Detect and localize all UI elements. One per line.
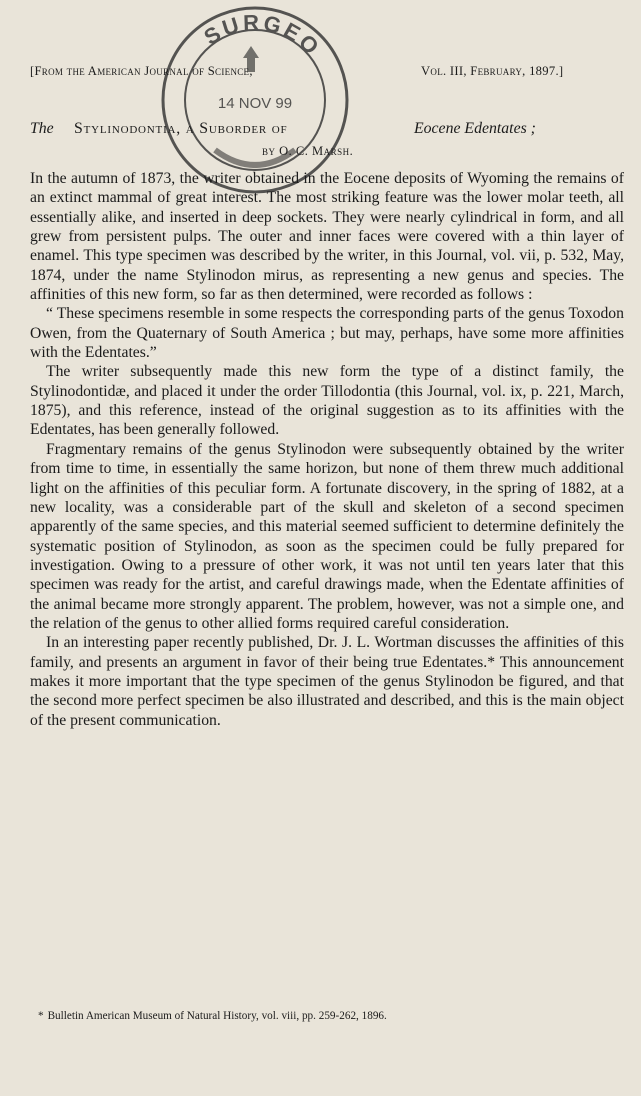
paragraph-4: Fragmentary remains of the genus Stylinodon were subsequently obtained by the writer from time to time, in essentially the same horizon, but none of them threw much additional light on the affinities of this peculiar form. A fortunate discovery, in the spring of 1882, at a new locality, was a considerable part of the skull and skeleton of a second specimen apparently of the same species, and this material seemed sufficient to determine definitely the systematic position of Stylinodon, as soon as the specimen could be fully prepared for investigation. Owing to a pressure of other work, it was not until ten years later that this specimen was ready for the artist, and careful drawings made, when the Edentate affinities of the animal became more strongly apparent. The problem, however, was not a simple one, and the relation of the genus to other allied forms required careful consideration. <box>30 440 624 632</box>
author-byline: by O. C. Marsh. <box>262 144 354 158</box>
paragraph-quote: “ These specimens resemble in some respects the corresponding parts of the genus Toxodon Owen, from the Quaternary of South America ; but may, perhaps, have some more affinities with the Edentates.” <box>30 305 624 362</box>
title-part-2: Stylinodontia, a Suborder of <box>74 120 288 137</box>
footnote-mark: * <box>38 1010 44 1022</box>
paragraph-5: In an interesting paper recently published, Dr. J. L. Wortman discusses the affinities of this family, and presents an argument in favor of their being true Edentates.* This announcement makes it more important that the type specimen of the genus Stylinodon be figured, and that the second more perfect specimen be also illustrated and described, and this is the main object of the present communication. <box>30 634 624 729</box>
paragraph-3: The writer subsequently made this new form the type of a distinct family, the Stylinodontidæ, and placed it under the order Tillodontia (this Journal, vol. ix, p. 221, March, 1875), and this reference, instead of the original suggestion as to its affinities with the Edentates, has been generally followed. <box>30 363 624 439</box>
footnote <box>38 1010 628 1022</box>
header-volume: Vol. III, February, 1897.] <box>421 64 564 78</box>
stamp-date: 14 NOV 99 <box>217 95 293 112</box>
svg-text:SURGEO: SURGEO <box>199 9 326 62</box>
title-part-1: The <box>30 120 54 137</box>
article-body <box>30 169 624 730</box>
header-source: [From the American Journal of Science, <box>30 64 253 78</box>
title-part-3: Eocene Edentates ; <box>414 120 536 137</box>
footnote-text: Bulletin American Museum of Natural History, vol. viii, pp. 259-262, 1896. <box>47 1010 387 1022</box>
paragraph-1: In the autumn of 1873, the writer obtained in the Eocene deposits of Wyoming the remains of an extinct mammal of great interest. The most striking feature was the lower molar teeth, all essentially alike, and inserted in deep sockets. They were nearly cylindrical in form, and all grew from persistent pulps. The outer and inner faces were covered with a thin layer of enamel. This type specimen was described by the writer, in this Journal, vol. vii, p. 532, May, 1874, under the name Stylinodon mirus, as representing a new genus and species. The affinities of this new form, so far as then determined, were recorded as follows : <box>30 170 624 304</box>
